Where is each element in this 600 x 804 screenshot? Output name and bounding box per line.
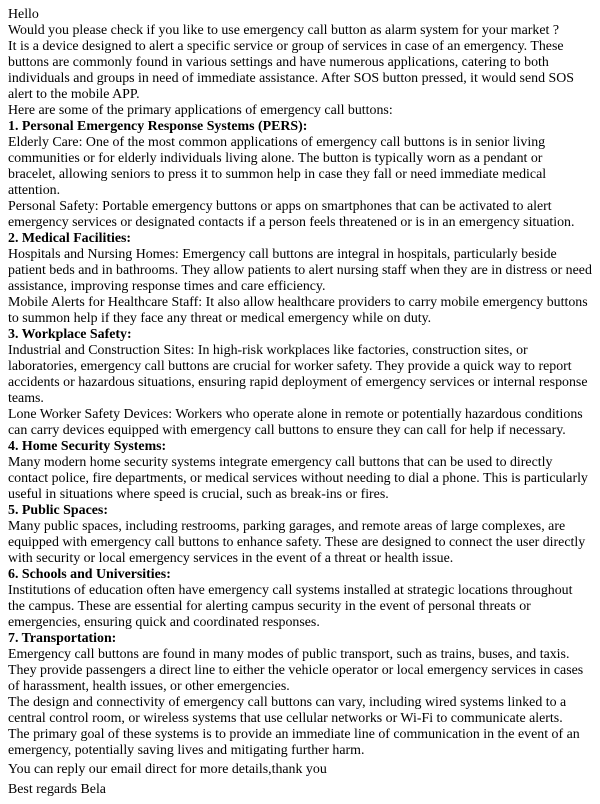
section-schools <box>8 567 592 631</box>
signature: Best regards Bela <box>8 782 106 797</box>
section-home-security <box>8 439 592 503</box>
section-paragraph: Emergency call buttons are found in many modes of public transport, such as trains, buses, and taxis. They provide passengers a direct line to either the vehicle operator or local emergency services in cases of harassment, health issues, or other emergencies. <box>8 647 584 694</box>
section-medical-facilities <box>8 231 592 327</box>
section-paragraph: Personal Safety: Portable emergency buttons or apps on smartphones that can be activated to alert emergency services or designated contacts if a person feels threatened or is in an emergency situation. <box>8 199 575 230</box>
section-paragraph: Institutions of education often have emergency call systems installed at strategic locations throughout the campus. These are essential for alerting campus security in the event of personal threats or emergencies, ensuring quick and coordinated responses. <box>8 583 573 630</box>
list-intro: Here are some of the primary applications of emergency call buttons: <box>8 103 393 118</box>
section-public-spaces <box>8 503 592 567</box>
section-paragraph: Lone Worker Safety Devices: Workers who operate alone in remote or potentially hazardous conditions can carry devices equipped with emergency call buttons to ensure they can call for help if necessary. <box>8 407 583 438</box>
section-heading: 3. Workplace Safety: <box>8 327 132 342</box>
question-text: Would you please check if you like to use emergency call button as alarm system for your market ? <box>8 23 559 38</box>
section-heading: 1. Personal Emergency Response Systems (PERS): <box>8 119 308 134</box>
section-paragraph: Many modern home security systems integrate emergency call buttons that can be used to directly contact police, fire departments, or medical services without needing to dial a phone. This is particularly useful in situations where speed is crucial, such as break-ins or fires. <box>8 455 588 502</box>
section-heading: 2. Medical Facilities: <box>8 231 132 246</box>
section-paragraph: Elderly Care: One of the most common applications of emergency call buttons is in senior living communities or for elderly individuals living alone. The button is typically worn as a pendant or bracelet, allowing seniors to press it to summon help in case they fall or need immediate medical attention. <box>8 135 547 198</box>
greeting: Hello <box>8 7 39 22</box>
section-paragraph: Many public spaces, including restrooms, parking garages, and remote areas of large complexes, are equipped with emergency call buttons to enhance safety. These are designed to connect the user directly with security or local emergency services in the event of a threat or health issue. <box>8 519 586 566</box>
section-personal-emergency <box>8 119 592 231</box>
section-workplace-safety <box>8 327 592 439</box>
section-paragraph: Mobile Alerts for Healthcare Staff: It also allow healthcare providers to carry mobile emergency buttons to summon help if they face any threat or medical emergency while on duty. <box>8 295 588 326</box>
intro-paragraph: It is a device designed to alert a specific service or group of services in case of an emergency. These buttons are commonly found in various settings and have numerous applications, catering to both individuals and groups in need of immediate assistance. After SOS button pressed, it would send SOS alert to the mobile APP. <box>8 39 574 102</box>
goal-note: The primary goal of these systems is to provide an immediate line of communication in the event of an emergency, potentially saving lives and mitigating further harm. <box>8 727 580 758</box>
section-heading: 6. Schools and Universities: <box>8 567 171 582</box>
section-transportation <box>8 631 592 695</box>
section-heading: 4. Home Security Systems: <box>8 439 167 454</box>
section-heading: 5. Public Spaces: <box>8 503 108 518</box>
section-paragraph: Industrial and Construction Sites: In high-risk workplaces like factories, construction sites, or laboratories, emergency call buttons are crucial for worker safety. They provide a quick way to report accidents or hazardous situations, ensuring rapid deployment of emergency services or internal response teams. <box>8 343 588 406</box>
section-paragraph: Hospitals and Nursing Homes: Emergency call buttons are integral in hospitals, particularly beside patient beds and in bathrooms. They allow patients to alert nursing staff when they are in distress or need assistance, improving response times and care efficiency. <box>8 247 592 294</box>
design-note: The design and connectivity of emergency call buttons can vary, including wired systems linked to a central control room, or wireless systems that use cellular networks or Wi-Fi to communicate alerts. <box>8 695 567 726</box>
reply-line: You can reply our email direct for more details,thank you <box>8 762 327 777</box>
section-heading: 7. Transportation: <box>8 631 117 646</box>
